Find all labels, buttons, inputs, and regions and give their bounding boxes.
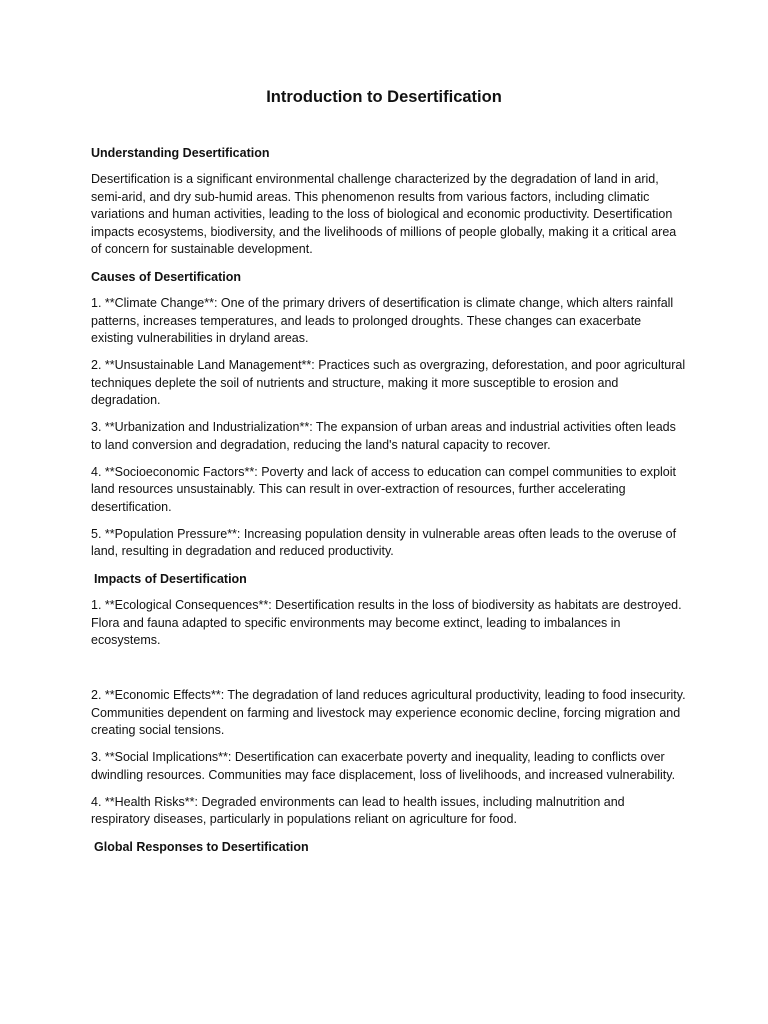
section-heading-causes: Causes of Desertification (91, 270, 242, 284)
impact-item-3: 3. **Social Implications**: Desertification can exacerbate poverty and inequality, leading to conflicts over dwindling resources. Communities may face displacement, loss of livelihoods, and increased vulnerability. (91, 750, 676, 782)
impact-item-2: 2. **Economic Effects**: The degradation of land reduces agricultural productivity, leading to food insecurity. Communities dependent on farming and livestock may experience economic decline, forcing migration and creating social tensions. (91, 688, 686, 737)
section-heading-understanding: Understanding Desertification (91, 146, 270, 160)
paragraph-understanding: Desertification is a significant environmental challenge characterized by the degradation of land in arid, semi-arid, and dry sub-humid areas. This phenomenon results from various factors, including climatic variations and human activities, leading to the loss of biological and economic productivity. Desertification impacts ecosystems, biodiversity, and the livelihoods of millions of people globally, making it a critical area of concern for sustainable development. (91, 172, 677, 256)
cause-item-3: 3. **Urbanization and Industrialization**: The expansion of urban areas and industrial activities often leads to land conversion and degradation, reducing the land's natural capacity to recover. (91, 420, 676, 452)
cause-item-5: 5. **Population Pressure**: Increasing population density in vulnerable areas often leads to the overuse of land, resulting in degradation and reduced productivity. (91, 526, 677, 558)
cause-item-2: 2. **Unsustainable Land Management**: Practices such as overgrazing, deforestation, and poor agricultural techniques deplete the soil of nutrients and structure, making it more susceptible to erosion and degradation. (91, 358, 686, 407)
document-body (91, 144, 686, 865)
cause-item-1: 1. **Climate Change**: One of the primary drivers of desertification is climate change, which alters rainfall patterns, increases temperatures, and leads to prolonged droughts. These changes can exacerbate existing vulnerabilities in dryland areas. (91, 296, 674, 345)
impact-item-4: 4. **Health Risks**: Degraded environments can lead to health issues, including malnutrition and respiratory diseases, particularly in populations reliant on agriculture for food. (91, 794, 625, 826)
document-title: Introduction to Desertification (266, 88, 502, 106)
section-heading-responses: Global Responses to Desertification (94, 840, 309, 854)
blank-line (91, 659, 686, 687)
cause-item-4: 4. **Socioeconomic Factors**: Poverty and lack of access to education can compel communities to exploit land resources unsustainably. This can result in over-extraction of resources, further accelerating desertification. (91, 464, 677, 514)
impact-item-1: 1. **Ecological Consequences**: Desertification results in the loss of biodiversity as habitats are destroyed. Flora and fauna adapted to specific environments may become extinct, leading to imbalances in ecosystems. (91, 598, 682, 647)
section-heading-impacts: Impacts of Desertification (94, 572, 247, 586)
